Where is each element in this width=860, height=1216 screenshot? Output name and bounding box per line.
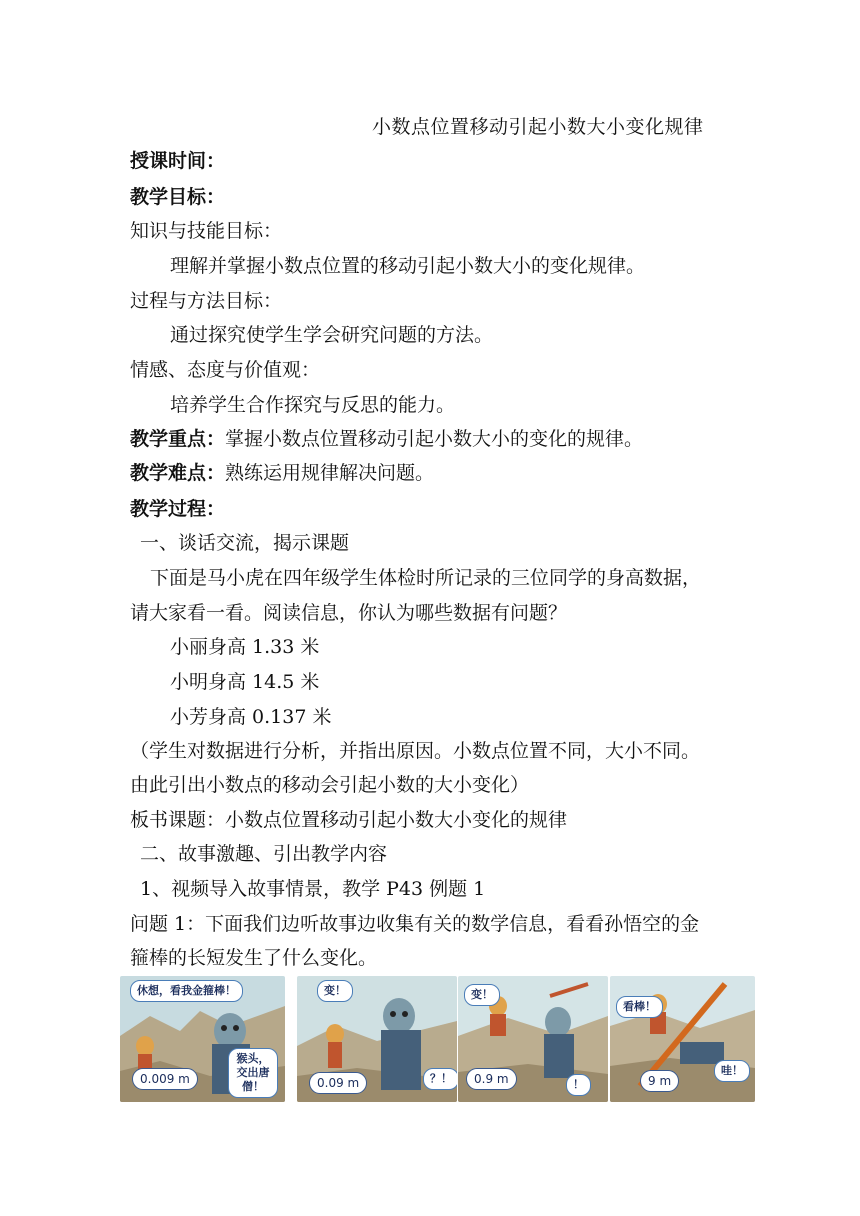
speech-bubble: 猴头，交出唐僧！ [228,1048,278,1098]
difficulty [130,460,434,486]
page-title: 小数点位置移动引起小数大小变化规律 [372,116,704,138]
comic-illustration [610,976,755,1102]
comic-panel-2 [297,976,457,1102]
speech-bubble: 哇！ [714,1060,750,1082]
length-label: 0.009 m [132,1068,198,1090]
knowledge-goal-heading: 知识与技能目标： [130,220,283,242]
difficulty-label: 教学难点： [130,462,226,484]
process-goal-heading: 过程与方法目标： [130,290,283,312]
comic-strip [120,976,755,1102]
key-point-label: 教学重点： [130,428,226,450]
paragraph-line: 下面是马小虎在四年级学生体检时所记录的三位同学的身高数据， [150,567,702,589]
question-line: 问题 1：下面我们边听故事边收集有关的数学信息，看看孙悟空的金 [130,913,700,935]
length-label: 0.9 m [466,1068,517,1090]
key-point [130,426,643,452]
speech-bubble: 变！ [464,984,500,1006]
key-point-text: 掌握小数点位置移动引起小数大小的变化的规律。 [225,428,644,450]
knowledge-goal-text: 理解并掌握小数点位置的移动引起小数大小的变化规律。 [170,255,646,277]
speech-bubble: 休想，看我金箍棒！ [130,980,243,1002]
class-time-label: 授课时间： [130,150,226,172]
speech-bubble: 变！ [317,980,353,1002]
attitude-goal-heading: 情感、态度与价值观： [130,359,321,381]
question-line: 箍棒的长短发生了什么变化。 [130,947,378,969]
height-item: 小丽身高 1.33 米 [170,636,320,658]
section-two-heading: 二、故事激趣、引出教学内容 [140,843,388,865]
length-label: 9 m [640,1070,679,1092]
height-item: 小明身高 14.5 米 [170,671,320,693]
comic-panel-1 [120,976,285,1102]
section-one-heading: 一、谈话交流，揭示课题 [140,532,350,554]
paragraph-line: 请大家看一看。阅读信息，你认为哪些数据有问题？ [130,602,568,624]
length-label: 0.09 m [309,1072,367,1094]
paragraph-line: 由此引出小数点的移动会引起小数的大小变化） [130,774,530,796]
process-goal-text: 通过探究使学生学会研究问题的方法。 [170,324,494,346]
comic-panel-3 [458,976,608,1102]
attitude-goal-text: 培养学生合作探究与反思的能力。 [170,394,456,416]
process-label: 教学过程： [130,498,226,520]
board-title-line: 板书课题：小数点位置移动引起小数大小变化的规律 [130,809,568,831]
speech-bubble: 看棒！ [616,996,663,1018]
subsection-heading: 1、视频导入故事情景，教学 P43 例题 1 [140,878,486,900]
objectives-label: 教学目标： [130,186,226,208]
difficulty-text: 熟练运用规律解决问题。 [225,462,435,484]
speech-bubble: ？！ [423,1068,457,1090]
speech-bubble: ！ [566,1074,591,1096]
comic-panel-4 [610,976,755,1102]
height-item: 小芳身高 0.137 米 [170,706,332,728]
paragraph-line: （学生对数据进行分析，并指出原因。小数点位置不同，大小不同。 [130,740,701,762]
